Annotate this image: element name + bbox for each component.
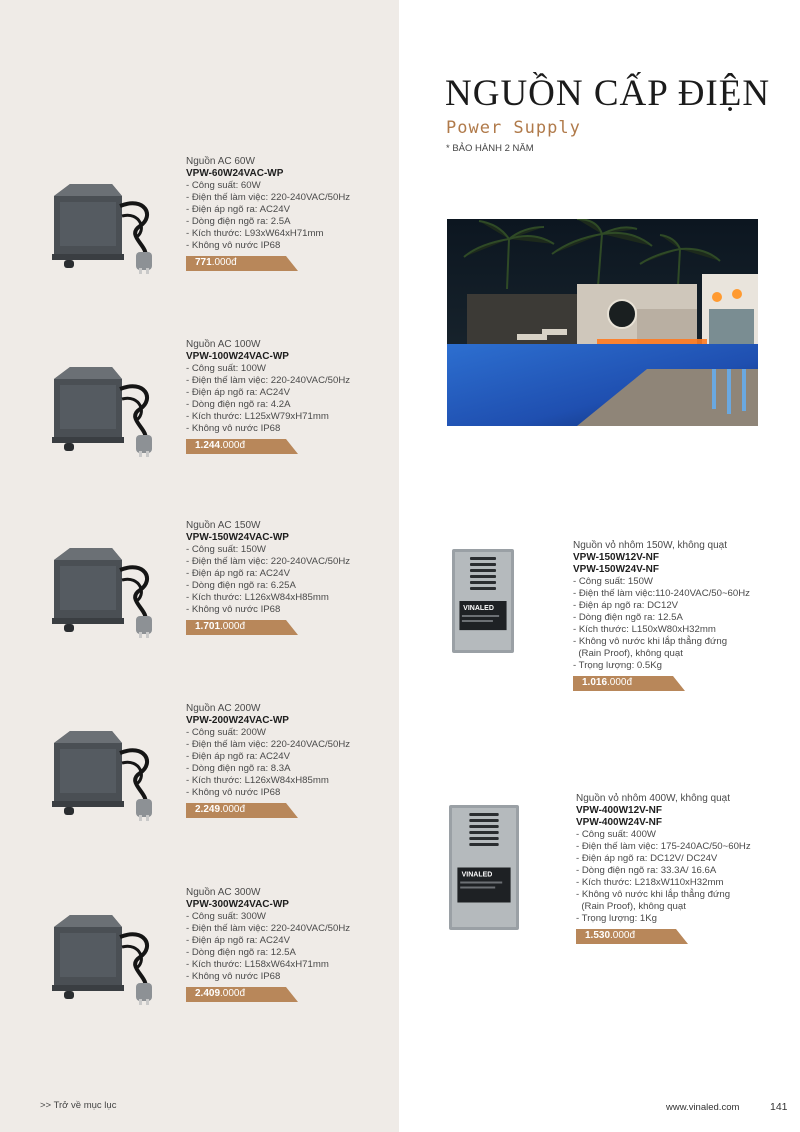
product-code: VPW-150W24VAC-WP [186,532,289,543]
product-title: Nguồn AC 150W [186,520,261,531]
price-tag [186,987,298,1002]
price-value: 771 [195,257,212,268]
price-tag [186,256,298,271]
spec-line: - Điện áp ngõ ra: AC24V [186,568,290,579]
spec-line: - Kích thước: L150xW80xH32mm [573,624,716,635]
transformer-product [186,339,350,454]
label-brand: VINALED [463,605,494,612]
price-suffix: .000đ [220,440,246,451]
spec-line: - Điện áp ngõ ra: AC24V [186,387,290,398]
warranty-note: * BẢO HÀNH 2 NĂM [446,143,534,154]
spec-line: - Công suất: 200W [186,727,266,738]
transformer-image [50,723,160,828]
spec-line: - Kích thước: L126xW84xH85mm [186,592,329,603]
pool-photo [447,219,758,426]
spec-line: - Điện thế làm việc: 220-240VAC/50Hz [186,375,351,386]
transformer-product [186,520,350,635]
spec-line: - Công suất: 400W [576,829,656,840]
spec-line: - Không vô nước IP68 [186,604,281,615]
price-suffix: .000đ [610,930,636,941]
spec-line: - Công suất: 300W [186,911,266,922]
product-title: Nguồn vỏ nhôm 400W, không quạt [576,793,730,804]
product-title: Nguồn AC 200W [186,703,261,714]
spec-line: - Không vô nước khi lắp thẳng đứng [573,636,728,647]
price-value: 1.530 [585,930,611,941]
spec-line: - Điện thế làm việc: 220-240VAC/50Hz [186,739,351,750]
price-suffix: .000đ [220,621,246,632]
spec-line: - Kích thước: L125xW79xH71mm [186,411,329,422]
price-tag [576,929,688,944]
price-tag [186,439,298,454]
product-title: Nguồn AC 300W [186,887,261,898]
spec-line: - Công suất: 150W [186,544,266,555]
aluminum-psu-image [452,549,514,658]
spec-line: - Dòng điện ngõ ra: 12.5A [573,612,683,623]
price-value: 1.701 [195,621,221,632]
spec-line: - Không vô nước IP68 [186,240,281,251]
spec-line: - Kích thước: L158xW64xH71mm [186,959,329,970]
page-subtitle: Power Supply [446,118,581,138]
aluminum-psu-image [449,805,519,935]
price-suffix: .000đ [211,257,237,268]
transformer-product [186,887,350,1002]
product-code: VPW-150W12V-NF [573,552,659,563]
spec-line: - Dòng điện ngõ ra: 12.5A [186,947,296,958]
spec-line: - Không vô nước khi lắp thẳng đứng [576,889,731,900]
aluminum-product [573,540,750,691]
spec-line: - Dòng điện ngõ ra: 2.5A [186,216,291,227]
spec-line: - Không vô nước IP68 [186,971,281,982]
transformer-image [50,359,160,464]
product-code: VPW-150W24V-NF [573,564,659,575]
price-suffix: .000đ [220,804,246,815]
label-brand: VINALED [461,871,493,879]
spec-line: - Công suất: 60W [186,180,261,191]
spec-line: - Dòng điện ngõ ra: 8.3A [186,763,291,774]
product-code: VPW-400W12V-NF [576,805,662,816]
price-tag [186,803,298,818]
transformer-product [186,156,350,271]
price-value: 1.016 [582,677,608,688]
spec-line: - Dòng điện ngõ ra: 33.3A/ 16.6A [576,865,717,876]
website-url[interactable]: www.vinaled.com [666,1102,740,1113]
price-suffix: .000đ [607,677,633,688]
price-suffix: .000đ [220,988,246,999]
aluminum-product [576,793,751,944]
transformer-image [50,540,160,645]
spec-line: - Trọng lượng: 1Kg [576,913,657,924]
product-code: VPW-100W24VAC-WP [186,351,289,362]
spec-line: - Dòng điện ngõ ra: 4.2A [186,399,291,410]
product-code: VPW-200W24VAC-WP [186,715,289,726]
spec-line: - Điện áp ngõ ra: DC12V/ DC24V [576,853,718,864]
spec-line: - Kích thước: L126xW84xH85mm [186,775,329,786]
price-tag [186,620,298,635]
spec-line: - Điện áp ngõ ra: AC24V [186,204,290,215]
price-tag [573,676,685,691]
spec-line: - Điện thế làm việc: 220-240VAC/50Hz [186,923,351,934]
product-code: VPW-300W24VAC-WP [186,899,289,910]
spec-line: - Điện thế làm việc: 175-240AC/50~60Hz [576,841,751,852]
spec-line: - Điện áp ngõ ra: AC24V [186,751,290,762]
spec-line: - Điện thế làm việc: 220-240VAC/50Hz [186,192,351,203]
transformer-image [50,907,160,1012]
product-code: VPW-60W24VAC-WP [186,168,284,179]
product-title: Nguồn AC 60W [186,156,255,167]
spec-line: (Rain Proof), không quạt [573,648,683,659]
spec-line: - Công suất: 150W [573,576,653,587]
spec-line: (Rain Proof), không quạt [576,901,686,912]
price-value: 2.409 [195,988,221,999]
product-title: Nguồn vỏ nhôm 150W, không quạt [573,540,727,551]
back-to-toc-link[interactable]: >> Trở về mục lục [40,1100,117,1111]
spec-line: - Công suất: 100W [186,363,266,374]
product-code: VPW-400W24V-NF [576,817,662,828]
transformer-image [50,176,160,281]
page-title: NGUỒN CẤP ĐIỆN [445,73,771,114]
spec-line: - Điện thế làm việc: 220-240VAC/50Hz [186,556,351,567]
spec-line: - Điện áp ngõ ra: AC24V [186,935,290,946]
price-value: 2.249 [195,804,221,815]
spec-line: - Dòng điện ngõ ra: 6.25A [186,580,296,591]
spec-line: - Kích thước: L93xW64xH71mm [186,228,324,239]
page-number: 141 [770,1101,788,1113]
spec-line: - Kích thước: L218xW110xH32mm [576,877,724,888]
spec-line: - Không vô nước IP68 [186,423,281,434]
spec-line: - Điện áp ngõ ra: DC12V [573,600,679,611]
product-title: Nguồn AC 100W [186,339,261,350]
transformer-product [186,703,350,818]
spec-line: - Trọng lượng: 0.5Kg [573,660,662,671]
spec-line: - Điện thế làm việc:110-240VAC/50~60Hz [573,588,750,599]
price-value: 1.244 [195,440,221,451]
spec-line: - Không vô nước IP68 [186,787,281,798]
